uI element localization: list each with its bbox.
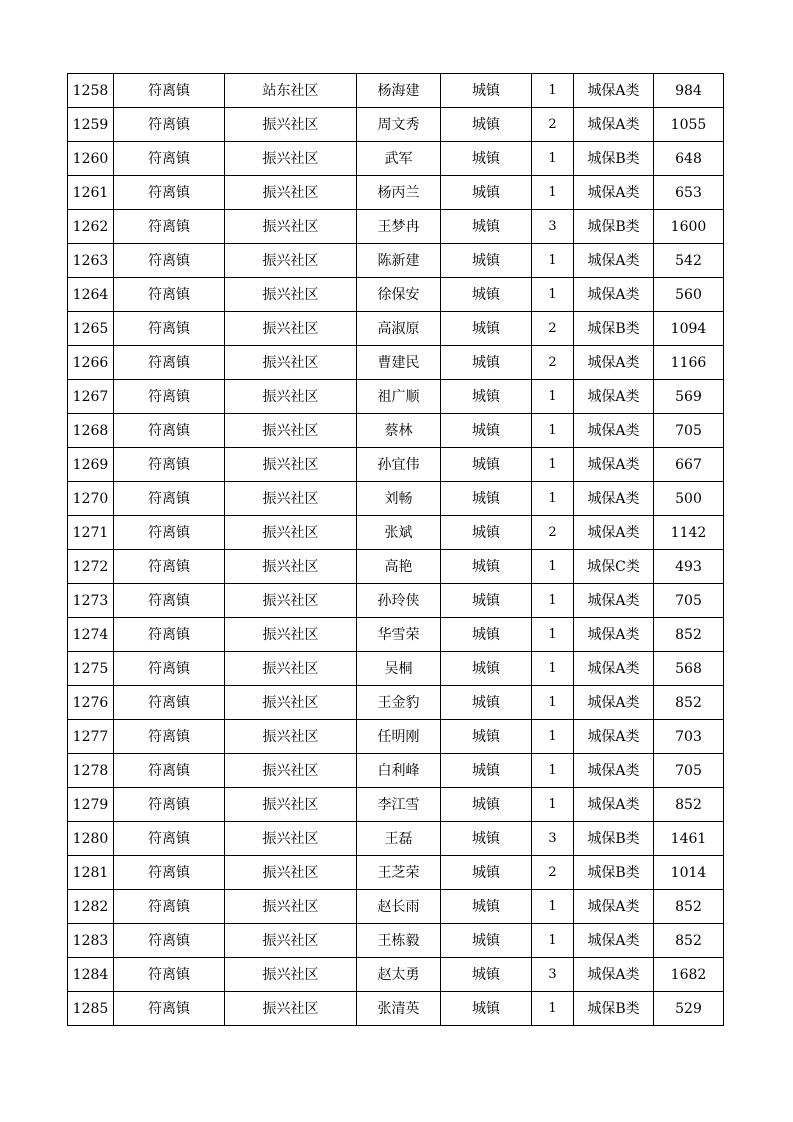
table-row <box>68 380 724 414</box>
row-number: 1268 <box>68 414 114 448</box>
community-cell: 振兴社区 <box>225 924 357 958</box>
category-cell: 城保A类 <box>574 278 654 312</box>
name-cell: 王梦冉 <box>357 210 441 244</box>
town-cell: 符离镇 <box>114 958 225 992</box>
community-cell: 振兴社区 <box>225 720 357 754</box>
amount-cell: 560 <box>654 278 724 312</box>
household-count-cell: 1 <box>532 414 574 448</box>
name-cell: 吴桐 <box>357 652 441 686</box>
community-cell: 振兴社区 <box>225 788 357 822</box>
area-type-cell: 城镇 <box>441 890 532 924</box>
category-cell: 城保A类 <box>574 346 654 380</box>
town-cell: 符离镇 <box>114 754 225 788</box>
household-count-cell: 1 <box>532 720 574 754</box>
category-cell: 城保A类 <box>574 108 654 142</box>
row-number: 1274 <box>68 618 114 652</box>
area-type-cell: 城镇 <box>441 686 532 720</box>
town-cell: 符离镇 <box>114 550 225 584</box>
row-number: 1271 <box>68 516 114 550</box>
name-cell: 孙宜伟 <box>357 448 441 482</box>
amount-cell: 500 <box>654 482 724 516</box>
area-type-cell: 城镇 <box>441 244 532 278</box>
row-number: 1260 <box>68 142 114 176</box>
category-cell: 城保B类 <box>574 822 654 856</box>
category-cell: 城保A类 <box>574 380 654 414</box>
area-type-cell: 城镇 <box>441 142 532 176</box>
household-count-cell: 1 <box>532 924 574 958</box>
town-cell: 符离镇 <box>114 516 225 550</box>
category-cell: 城保B类 <box>574 312 654 346</box>
amount-cell: 705 <box>654 584 724 618</box>
community-cell: 振兴社区 <box>225 550 357 584</box>
household-count-cell: 2 <box>532 312 574 346</box>
town-cell: 符离镇 <box>114 346 225 380</box>
community-cell: 振兴社区 <box>225 176 357 210</box>
household-count-cell: 1 <box>532 176 574 210</box>
name-cell: 王磊 <box>357 822 441 856</box>
household-count-cell: 1 <box>532 244 574 278</box>
community-cell: 振兴社区 <box>225 822 357 856</box>
community-cell: 振兴社区 <box>225 448 357 482</box>
name-cell: 高淑原 <box>357 312 441 346</box>
category-cell: 城保A类 <box>574 788 654 822</box>
name-cell: 祖广顺 <box>357 380 441 414</box>
table-row <box>68 448 724 482</box>
row-number: 1270 <box>68 482 114 516</box>
town-cell: 符离镇 <box>114 176 225 210</box>
community-cell: 振兴社区 <box>225 958 357 992</box>
area-type-cell: 城镇 <box>441 516 532 550</box>
household-count-cell: 2 <box>532 856 574 890</box>
table-row <box>68 652 724 686</box>
community-cell: 振兴社区 <box>225 142 357 176</box>
amount-cell: 542 <box>654 244 724 278</box>
category-cell: 城保B类 <box>574 992 654 1026</box>
name-cell: 孙玲侠 <box>357 584 441 618</box>
community-cell: 振兴社区 <box>225 618 357 652</box>
amount-cell: 852 <box>654 686 724 720</box>
household-count-cell: 2 <box>532 516 574 550</box>
town-cell: 符离镇 <box>114 788 225 822</box>
amount-cell: 703 <box>654 720 724 754</box>
name-cell: 曹建民 <box>357 346 441 380</box>
area-type-cell: 城镇 <box>441 346 532 380</box>
row-number: 1262 <box>68 210 114 244</box>
category-cell: 城保A类 <box>574 958 654 992</box>
amount-cell: 648 <box>654 142 724 176</box>
category-cell: 城保C类 <box>574 550 654 584</box>
category-cell: 城保A类 <box>574 482 654 516</box>
name-cell: 杨丙兰 <box>357 176 441 210</box>
row-number: 1283 <box>68 924 114 958</box>
row-number: 1278 <box>68 754 114 788</box>
category-cell: 城保A类 <box>574 448 654 482</box>
area-type-cell: 城镇 <box>441 312 532 346</box>
area-type-cell: 城镇 <box>441 618 532 652</box>
category-cell: 城保B类 <box>574 856 654 890</box>
name-cell: 高艳 <box>357 550 441 584</box>
amount-cell: 1142 <box>654 516 724 550</box>
amount-cell: 1600 <box>654 210 724 244</box>
household-count-cell: 1 <box>532 890 574 924</box>
town-cell: 符离镇 <box>114 210 225 244</box>
category-cell: 城保A类 <box>574 754 654 788</box>
table-row <box>68 550 724 584</box>
name-cell: 张斌 <box>357 516 441 550</box>
table-row <box>68 788 724 822</box>
category-cell: 城保A类 <box>574 924 654 958</box>
community-cell: 振兴社区 <box>225 856 357 890</box>
row-number: 1282 <box>68 890 114 924</box>
amount-cell: 852 <box>654 924 724 958</box>
row-number: 1261 <box>68 176 114 210</box>
area-type-cell: 城镇 <box>441 822 532 856</box>
category-cell: 城保A类 <box>574 244 654 278</box>
household-count-cell: 1 <box>532 686 574 720</box>
category-cell: 城保A类 <box>574 720 654 754</box>
amount-cell: 569 <box>654 380 724 414</box>
category-cell: 城保A类 <box>574 686 654 720</box>
town-cell: 符离镇 <box>114 890 225 924</box>
category-cell: 城保B类 <box>574 210 654 244</box>
name-cell: 王芝荣 <box>357 856 441 890</box>
name-cell: 刘畅 <box>357 482 441 516</box>
table-row <box>68 856 724 890</box>
name-cell: 徐保安 <box>357 278 441 312</box>
amount-cell: 1461 <box>654 822 724 856</box>
category-cell: 城保B类 <box>574 142 654 176</box>
community-cell: 振兴社区 <box>225 516 357 550</box>
household-count-cell: 3 <box>532 958 574 992</box>
town-cell: 符离镇 <box>114 142 225 176</box>
community-cell: 站东社区 <box>225 74 357 108</box>
town-cell: 符离镇 <box>114 448 225 482</box>
area-type-cell: 城镇 <box>441 210 532 244</box>
community-cell: 振兴社区 <box>225 278 357 312</box>
table-row <box>68 584 724 618</box>
table-row <box>68 142 724 176</box>
amount-cell: 852 <box>654 890 724 924</box>
table-row <box>68 414 724 448</box>
table-row <box>68 618 724 652</box>
household-count-cell: 3 <box>532 822 574 856</box>
table-row <box>68 346 724 380</box>
name-cell: 杨海建 <box>357 74 441 108</box>
category-cell: 城保A类 <box>574 516 654 550</box>
community-cell: 振兴社区 <box>225 244 357 278</box>
table-row <box>68 822 724 856</box>
community-cell: 振兴社区 <box>225 108 357 142</box>
area-type-cell: 城镇 <box>441 482 532 516</box>
table-row <box>68 686 724 720</box>
amount-cell: 493 <box>654 550 724 584</box>
community-cell: 振兴社区 <box>225 584 357 618</box>
community-cell: 振兴社区 <box>225 380 357 414</box>
amount-cell: 653 <box>654 176 724 210</box>
community-cell: 振兴社区 <box>225 414 357 448</box>
name-cell: 周文秀 <box>357 108 441 142</box>
community-cell: 振兴社区 <box>225 312 357 346</box>
household-count-cell: 1 <box>532 142 574 176</box>
table-row <box>68 924 724 958</box>
area-type-cell: 城镇 <box>441 788 532 822</box>
town-cell: 符离镇 <box>114 108 225 142</box>
row-number: 1280 <box>68 822 114 856</box>
row-number: 1266 <box>68 346 114 380</box>
row-number: 1276 <box>68 686 114 720</box>
household-count-cell: 1 <box>532 754 574 788</box>
area-type-cell: 城镇 <box>441 448 532 482</box>
roster-table <box>67 73 724 1026</box>
town-cell: 符离镇 <box>114 380 225 414</box>
community-cell: 振兴社区 <box>225 346 357 380</box>
household-count-cell: 1 <box>532 482 574 516</box>
household-count-cell: 2 <box>532 108 574 142</box>
amount-cell: 568 <box>654 652 724 686</box>
name-cell: 赵长雨 <box>357 890 441 924</box>
household-count-cell: 1 <box>532 448 574 482</box>
community-cell: 振兴社区 <box>225 652 357 686</box>
table-row <box>68 278 724 312</box>
amount-cell: 529 <box>654 992 724 1026</box>
table-row <box>68 312 724 346</box>
town-cell: 符离镇 <box>114 686 225 720</box>
row-number: 1258 <box>68 74 114 108</box>
name-cell: 张清英 <box>357 992 441 1026</box>
table-row <box>68 958 724 992</box>
row-number: 1267 <box>68 380 114 414</box>
name-cell: 武军 <box>357 142 441 176</box>
amount-cell: 1094 <box>654 312 724 346</box>
area-type-cell: 城镇 <box>441 958 532 992</box>
community-cell: 振兴社区 <box>225 210 357 244</box>
row-number: 1279 <box>68 788 114 822</box>
row-number: 1284 <box>68 958 114 992</box>
town-cell: 符离镇 <box>114 244 225 278</box>
town-cell: 符离镇 <box>114 720 225 754</box>
row-number: 1273 <box>68 584 114 618</box>
name-cell: 蔡林 <box>357 414 441 448</box>
row-number: 1275 <box>68 652 114 686</box>
town-cell: 符离镇 <box>114 74 225 108</box>
roster-body <box>68 74 724 1026</box>
town-cell: 符离镇 <box>114 822 225 856</box>
amount-cell: 705 <box>654 754 724 788</box>
town-cell: 符离镇 <box>114 312 225 346</box>
household-count-cell: 3 <box>532 210 574 244</box>
town-cell: 符离镇 <box>114 856 225 890</box>
amount-cell: 705 <box>654 414 724 448</box>
community-cell: 振兴社区 <box>225 686 357 720</box>
amount-cell: 1682 <box>654 958 724 992</box>
amount-cell: 667 <box>654 448 724 482</box>
area-type-cell: 城镇 <box>441 74 532 108</box>
table-row <box>68 720 724 754</box>
table-row <box>68 74 724 108</box>
amount-cell: 1014 <box>654 856 724 890</box>
town-cell: 符离镇 <box>114 924 225 958</box>
household-count-cell: 2 <box>532 346 574 380</box>
amount-cell: 852 <box>654 788 724 822</box>
household-count-cell: 1 <box>532 550 574 584</box>
table-row <box>68 244 724 278</box>
area-type-cell: 城镇 <box>441 108 532 142</box>
town-cell: 符离镇 <box>114 992 225 1026</box>
category-cell: 城保A类 <box>574 618 654 652</box>
row-number: 1265 <box>68 312 114 346</box>
household-count-cell: 1 <box>532 992 574 1026</box>
community-cell: 振兴社区 <box>225 754 357 788</box>
row-number: 1264 <box>68 278 114 312</box>
community-cell: 振兴社区 <box>225 992 357 1026</box>
household-count-cell: 1 <box>532 584 574 618</box>
row-number: 1277 <box>68 720 114 754</box>
area-type-cell: 城镇 <box>441 584 532 618</box>
row-number: 1263 <box>68 244 114 278</box>
row-number: 1281 <box>68 856 114 890</box>
area-type-cell: 城镇 <box>441 550 532 584</box>
community-cell: 振兴社区 <box>225 482 357 516</box>
category-cell: 城保A类 <box>574 176 654 210</box>
name-cell: 王栋毅 <box>357 924 441 958</box>
town-cell: 符离镇 <box>114 652 225 686</box>
row-number: 1272 <box>68 550 114 584</box>
town-cell: 符离镇 <box>114 584 225 618</box>
town-cell: 符离镇 <box>114 618 225 652</box>
name-cell: 华雪荣 <box>357 618 441 652</box>
table-row <box>68 754 724 788</box>
area-type-cell: 城镇 <box>441 720 532 754</box>
town-cell: 符离镇 <box>114 482 225 516</box>
table-row <box>68 516 724 550</box>
name-cell: 王金豹 <box>357 686 441 720</box>
name-cell: 白利峰 <box>357 754 441 788</box>
household-count-cell: 1 <box>532 618 574 652</box>
amount-cell: 852 <box>654 618 724 652</box>
amount-cell: 1166 <box>654 346 724 380</box>
name-cell: 陈新建 <box>357 244 441 278</box>
table-row <box>68 108 724 142</box>
amount-cell: 984 <box>654 74 724 108</box>
table-row <box>68 482 724 516</box>
table-row <box>68 210 724 244</box>
table-row <box>68 890 724 924</box>
area-type-cell: 城镇 <box>441 176 532 210</box>
area-type-cell: 城镇 <box>441 652 532 686</box>
household-count-cell: 1 <box>532 74 574 108</box>
name-cell: 李江雪 <box>357 788 441 822</box>
area-type-cell: 城镇 <box>441 856 532 890</box>
household-count-cell: 1 <box>532 380 574 414</box>
row-number: 1285 <box>68 992 114 1026</box>
town-cell: 符离镇 <box>114 414 225 448</box>
area-type-cell: 城镇 <box>441 414 532 448</box>
category-cell: 城保A类 <box>574 584 654 618</box>
amount-cell: 1055 <box>654 108 724 142</box>
household-count-cell: 1 <box>532 278 574 312</box>
table-row <box>68 176 724 210</box>
household-count-cell: 1 <box>532 788 574 822</box>
community-cell: 振兴社区 <box>225 890 357 924</box>
category-cell: 城保A类 <box>574 890 654 924</box>
category-cell: 城保A类 <box>574 652 654 686</box>
table-row <box>68 992 724 1026</box>
row-number: 1259 <box>68 108 114 142</box>
row-number: 1269 <box>68 448 114 482</box>
household-count-cell: 1 <box>532 652 574 686</box>
area-type-cell: 城镇 <box>441 278 532 312</box>
area-type-cell: 城镇 <box>441 992 532 1026</box>
area-type-cell: 城镇 <box>441 924 532 958</box>
category-cell: 城保A类 <box>574 74 654 108</box>
name-cell: 任明刚 <box>357 720 441 754</box>
name-cell: 赵太勇 <box>357 958 441 992</box>
town-cell: 符离镇 <box>114 278 225 312</box>
category-cell: 城保A类 <box>574 414 654 448</box>
area-type-cell: 城镇 <box>441 754 532 788</box>
area-type-cell: 城镇 <box>441 380 532 414</box>
